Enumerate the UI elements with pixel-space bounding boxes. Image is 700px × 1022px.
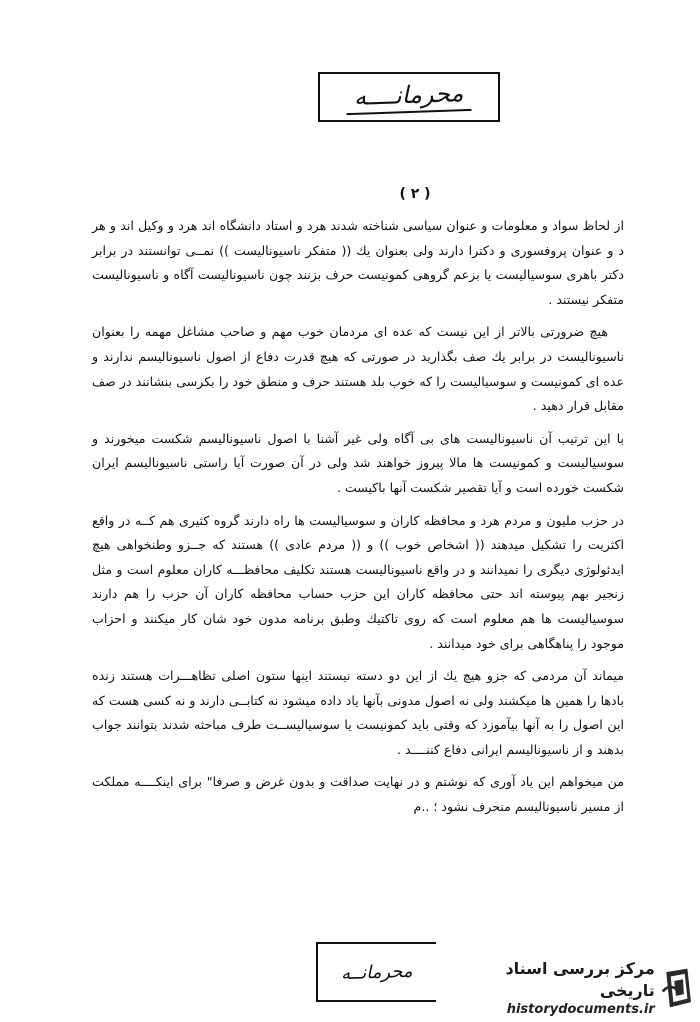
archive-watermark xyxy=(470,960,696,1016)
watermark-url: historydocuments.ir xyxy=(506,1002,655,1017)
watermark-title: مرکز بررسی اسناد تاریخی xyxy=(505,959,655,1000)
confidential-stamp-bottom xyxy=(316,942,436,1002)
confidential-stamp-bottom-text: محرمانــه xyxy=(340,960,414,984)
paragraph-6: من میخواهم این یاد آوری که نوشتم و در نهایت صداقت و بدون غرض و صرفا" برای اینکــــه مملکت از مسیر ناسیونالیسم منحرف نشود ؛ ..م xyxy=(92,774,624,815)
paragraph-3: با این ترتیب آن ناسیونالیست های بی آگاه ولی غیر آشنا با اصول ناسیونالیسم شکست میخورند و سوسیالیست و کمونیست ها مالا پیروز خواهند شد ولی در آن صورت آیا راستی ناسیونالیسم ایران شکست خورده است و آیا تقصیر شکست آنها باکیست . xyxy=(92,430,624,495)
document-body xyxy=(92,214,624,828)
confidential-stamp-text: محرمانــــه xyxy=(346,79,472,115)
paragraph-1: از لحاظ سواد و معلومات و عنوان سیاسی شناخته شدند هرد و استاد دانشگاه اند هرد و وکیل اند و هر د و عنوان پروفسوری و دکترا دارند ولی بعنوان یك (( متفکر ناسیونالیست )) نمــی توانستند در برابر دکتر باهری سوسیالیست یا بزعم گروهی کمونیست حرف بزنند چون ناسیونالیست آگاه و ناسیونالیست متفکر نیستند . xyxy=(92,218,624,307)
paragraph-4: در حزب ملیون و مردم هرد و محافظه کاران و سوسیالیست ها راه دارند گروه کثیری هم کــه در واقع اکثریت را تشکیل میدهند (( اشخاص خوب )) و (( مردم عادی )) هستند که جــزو وطنخواهی هیچ ایدئولوژی دیگری را نمیدانند و در واقع ناسیونالیست هستند تکلیف محافظـــه کاران معلوم است و مثل زنجیر بهم پیوسته اند حتی محافظه کاران این حزب حساب محافظه کاران آن حزب را هم دارند سوسیالیست ها هم معلوم است که روی تاکتیك وطبق برنامه مدون خود شان کار میکنند و احزاب موجود را پناهگاهی برای خود میدانند . xyxy=(92,512,624,651)
page-number: ( ۲ ) xyxy=(399,186,431,202)
confidential-stamp xyxy=(318,72,500,122)
paragraph-2: هیچ ضرورتی بالاتر از این نیست که عده ای مردمان خوب مهم و صاحب مشاغل مهمه را بعنوان ناسیونالیست در برابر یك صف بگذارید در صورتی که هیچ قدرت دفاع از اصول ناسیونالیسم ندارند و عده ای کمونیست و سوسیالیست را که خوب بلد هستند حرف و منطق خود را بکرسی بنشانند در صف مقابل قرار دهید . xyxy=(92,324,624,414)
archive-logo-icon xyxy=(661,964,696,1012)
paragraph-5: میماند آن مردمی که جزو هیچ یك از این دو دسته نیستند اینها ستون اصلی تظاهـــرات هستند زنده بادها را همین ها میکشند ولی نه اصول مدونی بآنها یاد داده میشود نه کتابــی دارند و نه کسی هست که این اصول را به آنها بیآموزد که وقتی باید کمونیست یا سوسیالیســت طرف مباحثه شدند بتوانند جواب بدهند و از ناسیونالیسم ایرانی دفاع کننــــد . xyxy=(92,668,624,757)
watermark-text xyxy=(470,958,655,1018)
